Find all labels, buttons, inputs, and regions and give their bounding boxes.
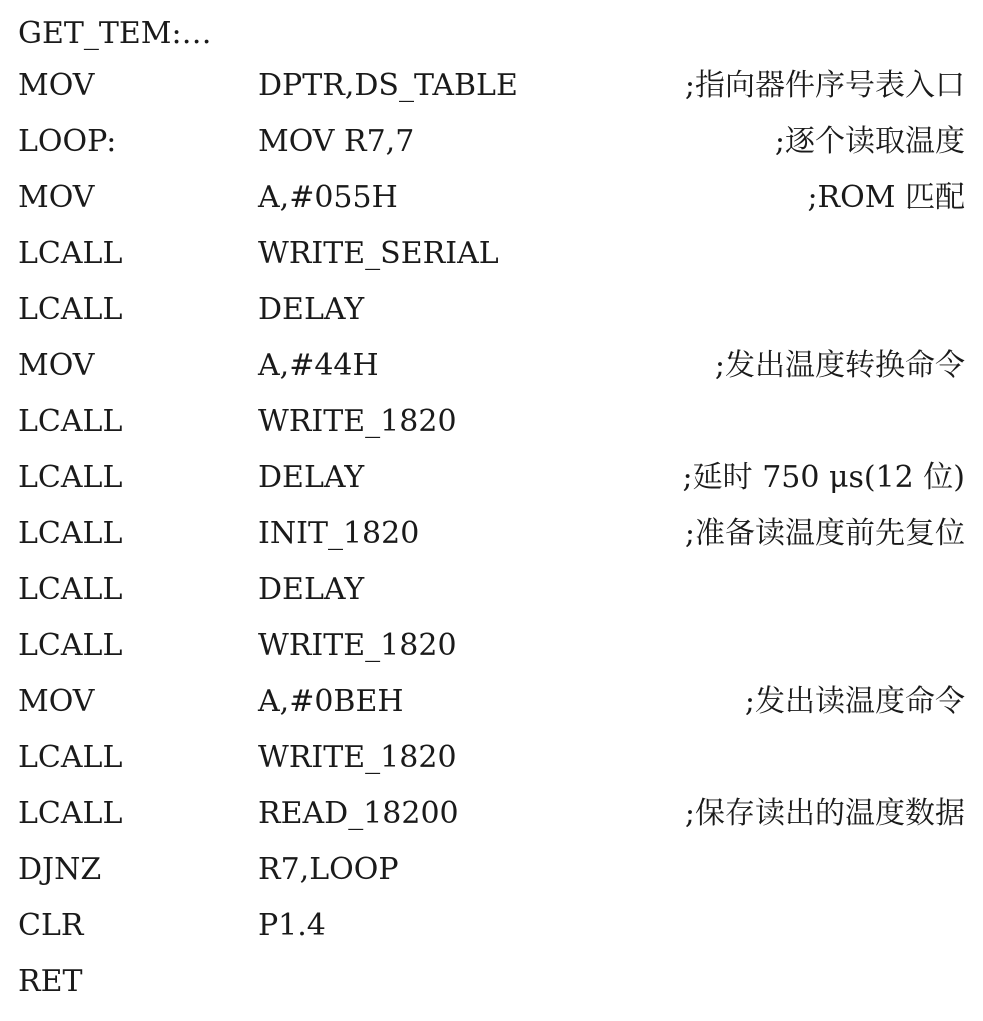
- operand: INIT_1820: [258, 516, 420, 551]
- operand: DELAY: [258, 460, 365, 495]
- operand: WRITE_1820: [258, 628, 457, 663]
- operand: MOV R7,7: [258, 124, 415, 159]
- code-line: [0, 62, 983, 118]
- instruction: DJNZ: [18, 852, 102, 887]
- comment: ;指向器件序号表入口: [684, 68, 965, 103]
- code-line: [0, 958, 983, 1014]
- instruction: CLR: [18, 908, 84, 943]
- code-line: [0, 398, 983, 454]
- code-line: [0, 678, 983, 734]
- instruction: LOOP:: [18, 124, 117, 159]
- comment: ;发出读温度命令: [744, 684, 965, 719]
- comment: ;发出温度转换命令: [714, 348, 965, 383]
- operand: WRITE_1820: [258, 404, 457, 439]
- operand: READ_18200: [258, 796, 459, 831]
- operand: R7,LOOP: [258, 852, 399, 887]
- operand: A,#055H: [258, 180, 398, 215]
- code-line: [0, 342, 983, 398]
- operand: P1.4: [258, 908, 326, 943]
- operand: A,#44H: [258, 348, 379, 383]
- code-line: [0, 566, 983, 622]
- instruction: LCALL: [18, 628, 123, 663]
- instruction: MOV: [18, 684, 95, 719]
- instruction: LCALL: [18, 796, 123, 831]
- code-line: [0, 622, 983, 678]
- code-line: [0, 734, 983, 790]
- comment: ;延时 750 μs(12 位): [682, 460, 965, 495]
- instruction: LCALL: [18, 572, 123, 607]
- instruction: LCALL: [18, 460, 123, 495]
- instruction: LCALL: [18, 292, 123, 327]
- code-line: [0, 790, 983, 846]
- code-line: [0, 230, 983, 286]
- instruction: MOV: [18, 180, 95, 215]
- operand: DELAY: [258, 292, 365, 327]
- instruction: MOV: [18, 348, 95, 383]
- instruction: LCALL: [18, 404, 123, 439]
- code-line: [0, 510, 983, 566]
- code-line: [0, 118, 983, 174]
- instruction: LCALL: [18, 236, 123, 271]
- operand: DPTR,DS_TABLE: [258, 68, 518, 103]
- instruction: LCALL: [18, 740, 123, 775]
- comment: ;ROM 匹配: [807, 180, 965, 215]
- code-line: [0, 846, 983, 902]
- operand: WRITE_1820: [258, 740, 457, 775]
- instruction: MOV: [18, 68, 95, 103]
- operand: WRITE_SERIAL: [258, 236, 499, 271]
- operand: DELAY: [258, 572, 365, 607]
- operand: A,#0BEH: [258, 684, 404, 719]
- code-line: [0, 902, 983, 958]
- instruction: RET: [18, 964, 83, 999]
- code-line: [0, 174, 983, 230]
- listing-header: GET_TEM:…: [18, 16, 212, 51]
- listing-header-line: [0, 8, 983, 64]
- comment: ;准备读温度前先复位: [684, 516, 965, 551]
- comment: ;逐个读取温度: [774, 124, 965, 159]
- code-line: [0, 286, 983, 342]
- code-line: [0, 454, 983, 510]
- instruction: LCALL: [18, 516, 123, 551]
- comment: ;保存读出的温度数据: [684, 796, 965, 831]
